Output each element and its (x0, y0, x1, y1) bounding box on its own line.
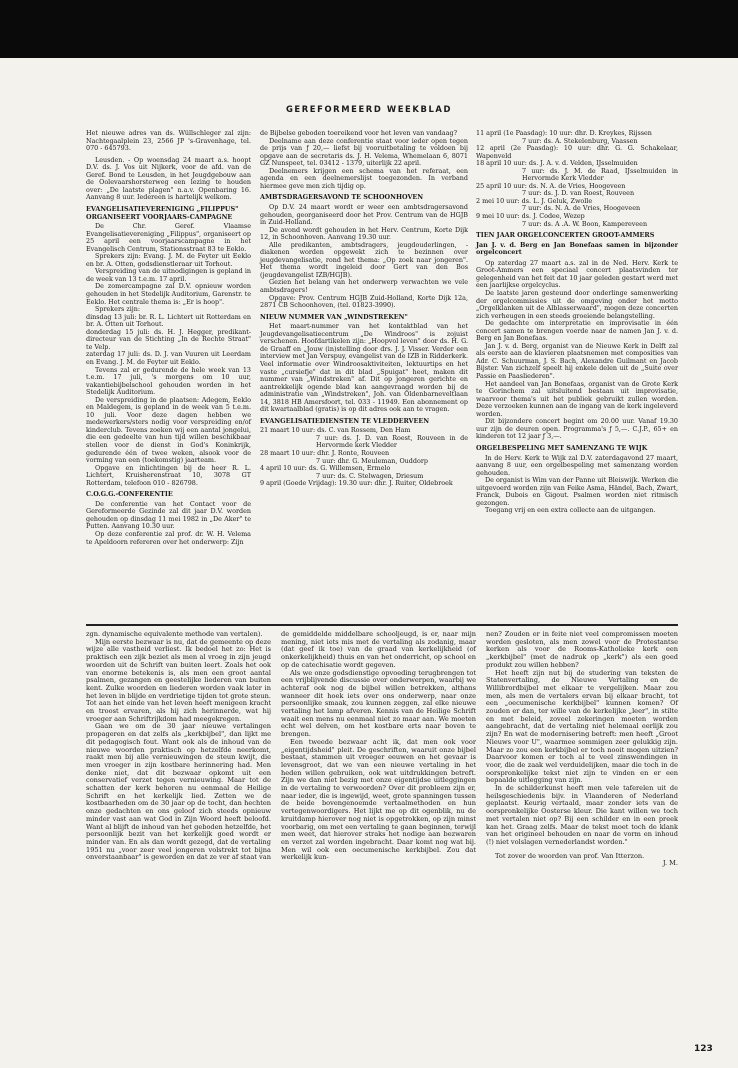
paragraph: Als we onze godsdienstige opvoeding terugbrengen tot een vrijblijvende discussie over onderwerpen, waarbij we achteraf ook nog de bijbel willen betrekken, althans wanneer dit hoek iets over ons onderwerp, naar onze persoonlijke smaak, zou kunnen zeggen, zal elke nieuwe vertaling het lamp afveren. Kennis van de Heilige Schrift waait een mens nu eenmaal niet zo maar aan. We moeten echt wel delven, om het kostbare erts naar boven te brengen. (281, 668, 476, 739)
paragraph: Een tweede bezwaar acht ik, dat men ook voor „eigentijdsheid" pleit. De geschriften, waaruit onze bijbel bestaat, stammen uit vroeger eeuwen en het gevaar is levensgroot, dat we van een nieuwe vertaling in het heden willen gebruiken, ook wat uitdrukkingen betreft. Zijn we dan niet bezig met onze eigentijdse uitleggingen in de vertaling te verwoorden? Over dit probleem zijn er, naar ieder, die is ingewijd, weet, grote spanningen tussen de beide bovengenoemde vertaalmethoden en hun vertegenwoordigers. Het lijkt me op dit ogenblik, nu de kruitdamp hierover nog niet is opgetrokken, op zijn minst voorbarig, om met een vertaling te gaan beginnen, terwijl men weet, dat hierover straks het nodige aan bezwaren en verzet zal worden ingebracht. Daar komt nog wat bij. Men wil ook een oecumenische kerkbijbel. Zou dat werkelijk kun- (281, 737, 476, 862)
paragraph: Sprekers zijn: (95, 305, 140, 314)
section-heading: ORGELBESPELING MET SAMENZANG TE WIJK (476, 443, 648, 452)
paragraph: Opgave: Prov. Centrum HGJB Zuid-Holland, Korte Dijk 12a, 2871 CB Schoonhoven, (tel. 01823-3990). (260, 293, 468, 310)
schedule-line: 7 uur: ds. C. Stelwagen, Driesum (316, 471, 424, 480)
schedule-line: 7 uur: ds. J. D. van Roest, Rouveen in de Hervormde kerk Vledder (316, 433, 468, 450)
schedule-line: 7 uur: ds. J. M. de Raad, IJsselmuiden in Hervormde Kerk Vledder (522, 166, 678, 183)
section-heading: TIEN JAAR ORGELCONCERTEN GROOT-AMMERS (476, 231, 655, 240)
page-header: GEREFORMEERD WEEKBLAD (285, 104, 453, 114)
paragraph: De conferentie van het Contact voor de Gereformeerde Gezinde zal dit jaar D.V. worden gehouden op dinsdag 11 mei 1982 in „De Aker" te Putten. Aanvang 10.30 uur. (86, 499, 251, 531)
scan-top-border (0, 0, 738, 58)
column-3 (476, 130, 678, 515)
paragraph: De verspreiding in de plaatsen: Adegem, Eeklo en Maldegem, is gepland in de week van 5 t.e.m. 10 juli. Voor deze dagen hebben we medewerkers/sters nodig voor verspreiding en/of kinderclub. Tevens zoeken wij een aantal jongelui, die een gedeelte van hun tijd willen beschikbaar stellen voor de dienst in God's Koninkrijk, gedurende één of twee weken, alsook voor de vorming van een (toekomstig) jaarteam. (86, 395, 251, 465)
schedule-line: dinsdag 13 juli: br. R. L. Lichtert uit Rotterdam en br. A. Otten uit Torhout. (86, 312, 251, 329)
paragraph: zgn. dynamische equivalente methode van vertalen). (86, 630, 263, 638)
paragraph: Gaan we om de 30 jaar nieuwe vertalingen propageren en dat zelfs als „kerkbijbel", dan lijkt me dit pedagogisch fout. Want ook als de inhoud van de nieuwe woorden praktisch op hetzelfde neerkomt, raakt men bij alle vernieuwingen de steun kwijt, die men vroeger in zijn kostbare herinnering had. Men denke niet, dat dit bezwaar opkomt uit een conservatief verzet tegen vernieuwing. Maar tot de schatten der kerk behoren nu eenmaal de Heilige Schrift en het kerkelijk lied. Zetten we de kostbaarheden om de 30 jaar op de tocht, dan hechten onze gedachten en ons geloof zich steeds opnieuw minder vast aan wat God in Zijn Woord heeft beloofd. Want al blijft de inhoud van het geboden hetzelfde, het persoonlijk bezit van het kerkelijk goed wordt er minder van. En als dan wordt gezegd, dat de vertaling 1951 nu „voor zeer veel jongeren volstrekt tot bijna onverstaanbaar" is geworden en dat ze ver af staat van (86, 722, 271, 862)
schedule-line: 4 april 10 uur: ds. G. Willemsen, Ermelo (260, 464, 391, 473)
schedule-line: 9 april (Goede Vrijdag): 19.30 uur: dhr. J. Ruiter, Oldebroek (260, 479, 453, 488)
paragraph: Het heeft zijn nut bij de studering van teksten de Statenvertaling, de Nieuwe Vertaling en de Willibrordbijbel met elkaar te vergelijken. Maar zou men, als men de vertalers ervan bij elkaar bracht, tot een „oecumenische kerkbijbel" kunnen komen? Of zouden er dan, ter wille van de kerkelijke „leer", in stilte en met beleid, zoveel zekeringen moeten worden aangebracht, dat de vertaling niet helemaal eerlijk zou zijn? En wat de modernisering betreft: men heeft „Groot Nieuws voor U", waarmee sommigen zeer gelukkig zijn. Maar zo zou een kerkbijbel er toch nooit mogen uitzien? Daarvoor komen er toch al te veel zinswendingen in voor, die de zaak wel verduidelijken, maar die toch in de oorspronkelijke tekst niet zijn te vinden en er een bepaalde uitlegging van zijn. (486, 668, 678, 785)
paragraph: Mijn eerste bezwaar is nu, dat de gemeente op deze wijze alle vastheid verliest. Ik bedoel het zo: Het is praktisch een zijk beziet als men al vroeg in zijn jeugd woorden uit de Schrift van buiten leert. Zoals het ook van enorme betekenis is, als men een groot aantal psalmen, gezangen en geestelijke liederen van buiten kent. Zulke woorden en liederen worden vaak later in het leven in blijde en verdrietige tijden tot grote steun. Tot aan het einde van het leven heeft menigeen kracht en troost ervaren, als hij zich herinnerde, wat hij vroeger aan Schriftrijkdom had meegekregen. (86, 637, 271, 723)
schedule-line: 7 uur: ds. A. Stekelenburg, Vaassen (522, 136, 638, 145)
paragraph: Dit bijzondere concert begint om 20.00 uur. Vanaf 19.30 uur zijn de deuren open. Programma's ƒ 5,—. C.J.P., 65+ en kinderen tot 12 jaar ƒ 3,—. (476, 417, 678, 441)
paragraph: Verspreiding van de uitnodigingen is gepland in de week van 13 t.e.m. 17 april. (86, 267, 251, 283)
paragraph: Opgave en inlichtingen bij de heer R. L. Lichtert, Kruisherenstraat 10, 3078 GT Rotterdam, telefoon 010 - 826798. (86, 463, 251, 487)
paragraph: Het maart-nummer van het kontaktblad van het Jeugdevangelisatiecentrum „De Windroos" is zojuist verschenen. Hoofdartikelen zijn: „Hoopvol leven" door ds. H. G. de Graaff en „Jouw (in)stelling door drs. J. J. Visser. Verder een interview met Jan Verspuy, evangelist van de IZB in Ridderkerk. Veel informatie over Windroosaktiviteiten, lektuurtips en het vaste „cursiefje" dat in dit blad „Spuigat" heet, maken dit nummer van „Windstreken" af. Dit op jongeren gerichte en aantrekkelijk ogende blad kan aangevraagd worden bij de administratie van „Windstreken", Joh. van Oldenbarneveltlaan 14, 3818 HB Amersfoort, tel. 033 - 11949. Een abonnement op dit kwartaalblad (gratis) is op dit adres ook aan te vragen. (260, 322, 468, 414)
article-column-2 (281, 631, 476, 862)
schedule-line: 18 april 10 uur: ds. J. A. v. d. Velden, IJsselmuiden (476, 159, 638, 168)
schedule-line: 7 uur: ds. J. D. van Roest, Rouveen (522, 189, 635, 198)
column-2 (260, 130, 468, 488)
paragraph: Tot zover de woorden van prof. Van Itterzon. (495, 851, 645, 860)
schedule-line: 7 uur: ds. N. A. de Vries, Hoogeveen (522, 204, 641, 213)
service-schedule (476, 130, 678, 228)
paragraph: Leusden. - Op woensdag 24 maart a.s. hoopt D.V. ds. J. Vos uit Nijkerk, voor de afd. van de Geref. Bond te Leusden, in het Jeugdgebouw aan de Oolevaarshorsterweg een lezing te houden over: „De laatste plagen" n.a.v. Openbaring 16. Aanvang 8 uur. Iedereen is hartelijk welkom. (86, 155, 251, 202)
paragraph: Sprekers zijn: Evang. J. M. de Feyter uit Eeklo en br. A. Otten, godsdienstleraar uit Torhout. (86, 252, 251, 268)
schedule-line: 28 maart 10 uur: dhr. J. Ronte, Rouveen (260, 449, 390, 458)
paragraph: De zomercampagne zal D.V. opnieuw worden gehouden in het Stedelijk Auditorium, Garenstr. te Eeklo. Het centrale thema is: „Er is hoop". (86, 282, 251, 306)
section-heading: NIEUW NUMMER VAN „WINDSTREKEN" (260, 312, 408, 321)
service-schedule (260, 427, 468, 487)
paragraph: Op zaterdag 27 maart a.s. zal in de Ned. Herv. Kerk te Groot-Ammers een speciaal concert plaatsvinden ter gelegenheid van het feit dat 10 jaar geleden gestart werd met een jaarlijkse orgelcyclus. (476, 258, 678, 290)
paragraph: In de schilderkunst heeft men vele taferelen uit de heilsgeschiedenis bijv. in Vlaanderen of Nederland geplaatst. Keurig vertaald, maar zonder iets van de oorspronkelijke Oosterse kleur. Die kant willen we toch met vertalen niet op? Bij een schilder en in een preek kan het. Graag zelfs. Maar de tekst moet toch de klank van het origineel behouden en naar de vorm en inhoud (!) niet volslagen vernederlandst worden." (486, 784, 678, 846)
schedule-line: 2 mei 10 uur: ds. L. J. Geluk, Zwolle (476, 196, 593, 205)
section-divider (86, 624, 678, 626)
paragraph: Gezien het belang van het onderwerp verwachten we vele ambtsdragers! (260, 278, 468, 294)
paragraph: Jan J. v. d. Berg, organist van de Nieuwe Kerk in Delft zal als eerste aan de klavieren plaatsnemen met composities van Adr. C. Schuurman, J. S. Bach, Alexandre Guilmant en Jacob Bijster. Van zichzelf speelt hij enkele delen uit de „Suite over Passie en Paasliederen". (476, 341, 678, 380)
paragraph: nen? Zouden er in feite niet veel compromissen moeten worden gesloten, als men zowel voor de Protestantse kerken als voor de Rooms-Katholieke kerk een „kerkbijbel" (met de nadruk op „kerk") als een goed produkt zou willen hebben? (486, 630, 678, 669)
paragraph: De Chr. Geref. Vlaamse Evangelisatievereniging „Filippus", organiseert op 25 april een voorjaarscampagne in het Evangelisch Centrum, Stationsstraat 83 te Eeklo. (86, 222, 251, 253)
schedule-line: zaterdag 17 juli: ds. D. J. van Vuuren uit Leerdam en Evang. J. M. de Feyter uit Eeklo. (86, 350, 251, 366)
section-heading: EVANGELISATIEDIENSTEN TE VLEDDERVEEN (260, 416, 430, 425)
schedule-line: 25 april 10 uur: ds. N. A. de Vries, Hoogeveen (476, 181, 626, 190)
schedule-line: 11 april (1e Paasdag): 10 uur: dhr. D. Kreykes, Rijssen (476, 129, 652, 137)
paragraph: Tevens zal er gedurende de hele week van 13 t.e.m. 17 juli, 's morgens om 10 uur, vakantiebijbelschool gehouden worden in het Stedelijk Auditorium. (86, 365, 251, 397)
paragraph: de gemiddelde middelbare schooljeugd, is er, naar mijn mening, niet iets mis met de vertaling als zodanig, maar (dat geef ik toe) van de graad van kerkelijkheid (of onkerkelijkheid) thuis en van het onderricht, op school en op de catechisatie wordt gegeven. (281, 630, 476, 669)
schedule-line: 21 maart 10 uur: ds. C. van Rossem, Den Ham (260, 426, 411, 435)
paragraph: de Bijbelse geboden toereikend voor het leven van vandaag? (260, 129, 458, 137)
paragraph: De gedachte om interpretatie en improvisatie in één concert samen te brengen voerde naar de namen Jan J. v. d. Berg en Jan Bonefaas. (476, 319, 678, 343)
paragraph: Op D.V. 24 maart wordt er weer een ambtsdragersavond gehouden, georganiseerd door het Prov. Centrum van de HGJB in Zuid-Holland. (260, 202, 468, 227)
paragraph: In de Herv. Kerk te Wijk zal D.V. zaterdagavond 27 maart, aanvang 8 uur, een orgelbespeling met samenzang worden gehouden. (476, 453, 678, 477)
section-subheading: Jan J. v. d. Berg en Jan Bonefaas samen in bijzonder orgelconcert (476, 240, 678, 257)
schedule-line: 7 uur: dhr. G. Meuleman, Ouddorp (316, 456, 428, 465)
paragraph: Het aandeel van Jan Bonefaas, organist van de Grote Kerk te Gorinchem zal uitsluitend bestaan uit improvisatie, waarvoor thema's uit het publiek gebruikt zullen worden. Deze verzoeken kunnen aan de ingang van de kerk ingeleverd worden. (476, 379, 678, 418)
paragraph: Op deze conferentie zal prof. dr. W. H. Velema te Apeldoorn refereren over het onderwerp: Zijn (86, 530, 251, 546)
schedule-line: 7 uur: ds. A .A. W. Boon, Kampereveen (522, 219, 648, 228)
section-heading: EVANGELISATIEVERENIGING „FILIPPUS" ORGANISEERT VOORJAARS-CAMPAGNE (86, 204, 239, 221)
schedule-line: 9 mei 10 uur: ds. J. Codee, Wezep (476, 212, 585, 221)
paragraph: Het nieuwe adres van ds. Wüllschleger zal zijn: Nachtegaalplein 23, 2566 JP 's-Gravenhage, tel. 070 - 645793. (86, 129, 251, 153)
paragraph: Deelname aan deze conferentie staat voor ieder open tegen de prijs van ƒ 20,— liefst bij vooruitbetaling te voldoen bij opgave aan de secretaris ds. J. H. Velema, Whemelaan 6, 8071 GZ Nunspeet, tel. 03412 - 1379, uiterlijk 22 april. (260, 136, 468, 168)
article-column-1 (86, 631, 271, 862)
schedule-line: 12 april (2e Paasdag): 10 uur: dhr. G. G. Schakelaar, Wapenveld (476, 144, 678, 160)
column-1 (86, 130, 251, 546)
paragraph: Toegang vrij en een extra collecte aan de uitgangen. (485, 506, 656, 515)
paragraph: De organist is Wim van der Panne uit Bleiswijk. Werken die uitgevoerd worden zijn van Feike Asma, Händel, Bach, Zwart, Franck, Dubois en Gigout. Psalmen worden niet ritmisch gezongen. (476, 476, 678, 507)
author-signature: J. M. (662, 859, 678, 868)
section-heading: AMBTSDRAGERSAVOND TE SCHOONHOVEN (260, 193, 424, 202)
paragraph: De laatste jaren gesteund door onderlinge samenwerking der orgelcommissies uit de omgeving onder het motto „Orgelklanken uit de Alblasserwaard", mogen deze concerten zich verheugen in een steeds groeiende belangstelling. (476, 288, 678, 320)
article-column-3 (486, 631, 678, 868)
paragraph: De avond wordt gehouden in het Herv. Centrum, Korte Dijk 12, in Schoonhoven. Aanvang 19.30 uur. (260, 225, 468, 242)
page-number: 123 (694, 1044, 713, 1054)
paragraph: Deelnemers krijgen een schema van het referaat, een agenda en een deelnemerslijst toegezonden. In verband hiermee geve men zich tijdig op. (260, 166, 468, 190)
schedule-line: donderdag 15 juli: ds. H. J. Hegger, predikant-directeur van de Stichting „In de Rechte Straat" te Velp. (86, 327, 251, 351)
paragraph: Alle predikanten, ambtsdragers, jeugdouderlingen, -diakenen worden opgewekt zich te bezinnen over jeugdevangelisatie, rond het thema: „Op zoek naar jongeren". Het thema wordt ingeleid door Gert van den Bos (jeugdevangelist IZB/HGJB). (260, 240, 468, 279)
section-heading: C.O.G.G.-CONFERENTIE (86, 490, 173, 499)
